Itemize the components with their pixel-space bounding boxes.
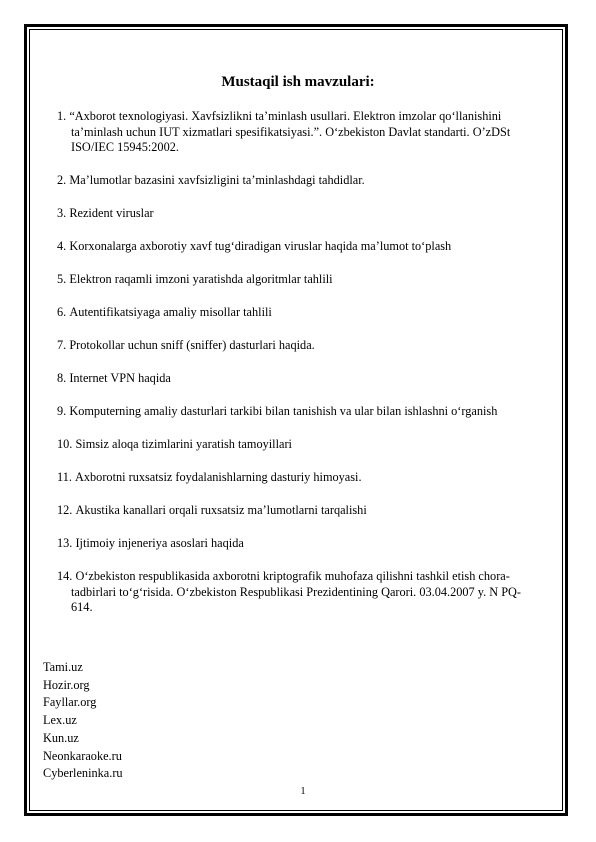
topic-item xyxy=(57,206,537,222)
topics-list xyxy=(57,109,537,633)
topic-text: Internet VPN haqida xyxy=(69,371,171,385)
sources-list xyxy=(43,659,123,783)
topic-text: Komputerning amaliy dasturlari tarkibi bilan tanishish va ular bilan ishlashni o‘rganish xyxy=(69,404,498,418)
topic-item xyxy=(57,404,537,420)
source-item: Lex.uz xyxy=(43,713,77,728)
topic-text: Ijtimoiy injeneriya asoslari haqida xyxy=(75,536,244,550)
topic-item xyxy=(57,173,537,189)
topic-number: 7. xyxy=(57,338,67,352)
topic-text: Axborotni ruxsatsiz foydalanishlarning dasturiy himoyasi. xyxy=(75,470,362,484)
source-item: Hozir.org xyxy=(43,677,90,692)
page-title: Mustaqil ish mavzulari: xyxy=(221,74,375,90)
topic-item xyxy=(57,239,537,255)
topic-text: Autentifikatsiyaga amaliy misollar tahlili xyxy=(69,305,272,319)
topic-item xyxy=(57,272,537,288)
source-item: Neonkaraoke.ru xyxy=(43,748,122,763)
topic-number: 5. xyxy=(57,272,67,286)
topic-number: 8. xyxy=(57,371,67,385)
topic-item xyxy=(57,109,537,156)
topic-number: 9. xyxy=(57,404,67,418)
source-item: Kun.uz xyxy=(43,730,79,745)
topic-number: 12. xyxy=(57,503,73,517)
topic-item xyxy=(57,338,537,354)
topic-text: Rezident viruslar xyxy=(69,206,154,220)
topic-text: Ma’lumotlar bazasini xavfsizligini ta’minlashdagi tahdidlar. xyxy=(69,173,365,187)
topic-item xyxy=(57,503,537,519)
topic-number: 1. xyxy=(57,109,67,123)
topic-text: Elektron raqamli imzoni yaratishda algoritmlar tahlili xyxy=(69,272,333,286)
topic-item xyxy=(57,437,537,453)
topic-text: O‘zbekiston respublikasida axborotni kriptografik muhofaza qilishni tashkil etish chora-tadbirlari to‘g‘risida. O‘zbekiston Respublikasi Prezidentining Qarori. 03.04.2007 y. N PQ-614. xyxy=(71,569,522,614)
topic-number: 14. xyxy=(57,569,73,583)
topic-item xyxy=(57,305,537,321)
source-item: Tami.uz xyxy=(43,660,83,674)
topic-number: 10. xyxy=(57,437,73,451)
topic-text: “Axborot texnologiyasi. Xavfsizlikni ta’minlash usullari. Elektron imzolar qo‘llanishini ta’minlash uchun IUT xizmatlari spesifikatsiyasi.”. O‘zbekiston Davlat standarti. O’zDSt ISO/IEC 15945:2002. xyxy=(69,109,511,154)
topic-text: Akustika kanallari orqali ruxsatsiz ma’lumotlarni tarqalishi xyxy=(75,503,367,517)
topic-number: 2. xyxy=(57,173,67,187)
topic-item xyxy=(57,536,537,552)
topic-text: Protokollar uchun sniff (sniffer) dasturlari haqida. xyxy=(69,338,315,352)
topic-text: Korxonalarga axborotiy xavf tug‘diradigan viruslar haqida ma’lumot to‘plash xyxy=(69,239,452,253)
topic-item xyxy=(57,569,537,616)
topic-number: 13. xyxy=(57,536,73,550)
topic-number: 11. xyxy=(57,470,72,484)
topic-item xyxy=(57,470,537,486)
topic-number: 6. xyxy=(57,305,67,319)
topic-text: Simsiz aloqa tizimlarini yaratish tamoyillari xyxy=(75,437,292,451)
topic-number: 4. xyxy=(57,239,67,253)
source-item: Fayllar.org xyxy=(43,695,97,710)
page-number: 1 xyxy=(300,786,306,797)
topic-number: 3. xyxy=(57,206,67,220)
topic-item xyxy=(57,371,537,387)
source-item: Cyberleninka.ru xyxy=(43,766,123,781)
